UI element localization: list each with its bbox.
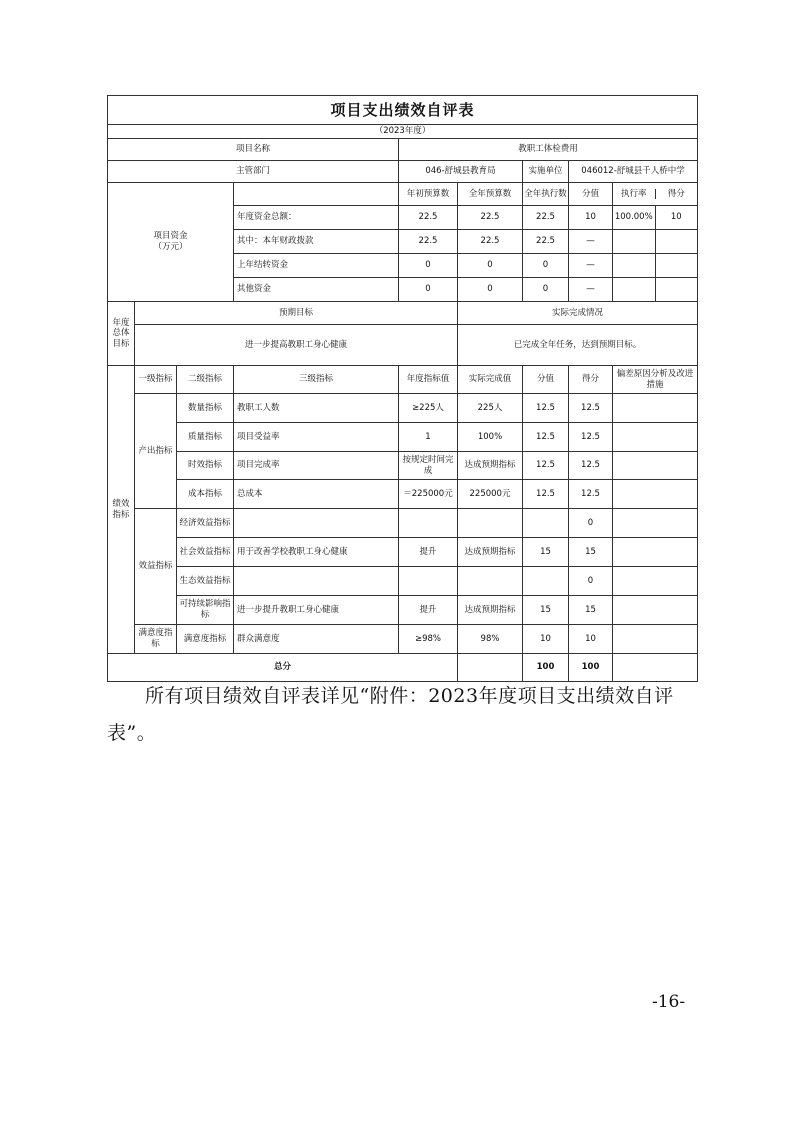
indicator-note — [613, 394, 698, 423]
satisfaction-group-label: 满意度指标 — [135, 625, 177, 654]
indicator-note — [613, 423, 698, 452]
funds-row-label: 上年结转资金 — [234, 254, 399, 278]
col-score-header: 得分 — [667, 188, 685, 199]
page-number: -16- — [652, 992, 686, 1012]
project-name-label: 项目名称 — [108, 139, 399, 161]
funds-score — [656, 230, 698, 253]
indicator-score-value: 15 — [523, 538, 569, 567]
indicator-target: ≥98% — [399, 625, 458, 654]
indicator-lvl3: 用于改善学校教职工身心健康 — [234, 538, 399, 567]
impl-unit-value: 046012-舒城县千人桥中学 — [569, 161, 698, 183]
indicator-lvl3: 进一步提升教职工身心健康 — [234, 596, 399, 625]
funds-header-blank — [234, 183, 399, 206]
indicator-lvl3: 项目完成率 — [234, 452, 399, 480]
indicator-lvl2: 可持续影响指标 — [177, 596, 234, 625]
indicator-row — [108, 567, 698, 596]
lvl2-header: 二级指标 — [177, 366, 234, 394]
actual-header: 实际完成情况 — [458, 302, 698, 325]
indicator-score-value: 12.5 — [523, 452, 569, 480]
indicator-target: 按规定时间完成 — [399, 452, 458, 480]
indicator-lvl3 — [234, 567, 399, 596]
funds-exec: 0 — [523, 278, 569, 302]
funds-initial: 22.5 — [399, 230, 458, 254]
lvl1-header: 一级指标 — [135, 366, 177, 394]
indicator-score-value: 15 — [523, 596, 569, 625]
indicator-score: 0 — [569, 509, 613, 538]
indicator-note — [613, 509, 698, 538]
indicator-lvl3 — [234, 509, 399, 538]
total-label: 总分 — [108, 654, 458, 682]
indicator-note — [613, 538, 698, 567]
performance-table-container — [107, 95, 697, 682]
table-title: 项目支出绩效自评表 — [108, 96, 698, 125]
indicator-target — [399, 509, 458, 538]
funds-exec-rate — [613, 230, 656, 253]
col-annual-header: 全年预算数 — [458, 183, 523, 206]
goal-label: 年度 总体 目标 — [108, 302, 135, 366]
expected-goal-value: 进一步提高教职工身心健康 — [135, 325, 458, 366]
indicator-actual: 225人 — [458, 394, 523, 423]
funds-rate-score-cell — [613, 278, 698, 302]
indicator-lvl3: 项目受益率 — [234, 423, 399, 452]
actual-value-header: 实际完成值 — [458, 366, 523, 394]
funds-initial: 22.5 — [399, 206, 458, 230]
body-paragraph: 所有项目绩效自评表详见“附件：2023年度项目支出绩效自评表”。 — [107, 685, 674, 744]
indicator-lvl2: 社会效益指标 — [177, 538, 234, 567]
indicator-actual: 98% — [458, 625, 523, 654]
indicator-lvl2: 数量指标 — [177, 394, 234, 423]
score-value-header: 分值 — [523, 366, 569, 394]
indicator-target — [399, 567, 458, 596]
effect-group-label: 效益指标 — [135, 509, 177, 625]
perf-label: 绩效 指标 — [108, 366, 135, 654]
indicator-actual: 达成预期指标 — [458, 538, 523, 567]
indicator-lvl2: 时效指标 — [177, 452, 234, 480]
indicator-score: 12.5 — [569, 480, 613, 509]
col-initial-header: 年初预算数 — [399, 183, 458, 206]
funds-row-label: 其他资金 — [234, 278, 399, 302]
indicator-row — [108, 625, 698, 654]
funds-exec: 0 — [523, 254, 569, 278]
indicator-row — [108, 538, 698, 567]
department-label: 主管部门 — [108, 161, 399, 183]
indicator-lvl3: 教职工人数 — [234, 394, 399, 423]
indicator-lvl2: 经济效益指标 — [177, 509, 234, 538]
funds-score — [656, 278, 698, 301]
indicator-actual: 100% — [458, 423, 523, 452]
indicator-score: 10 — [569, 625, 613, 654]
indicator-lvl2: 质量指标 — [177, 423, 234, 452]
output-group-label: 产出指标 — [135, 394, 177, 509]
indicator-actual: 达成预期指标 — [458, 596, 523, 625]
funds-annual: 22.5 — [458, 230, 523, 254]
indicator-note — [613, 596, 698, 625]
indicator-lvl2: 成本指标 — [177, 480, 234, 509]
project-name-value: 教职工体检费用 — [399, 139, 698, 161]
table-year: （2023年度） — [108, 125, 698, 139]
col-exec-header: 全年执行数 — [523, 183, 569, 206]
funds-exec-rate: 100.00% — [613, 206, 656, 229]
indicator-note — [613, 480, 698, 509]
indicator-actual: 达成预期指标 — [458, 452, 523, 480]
actual-value: 已完成全年任务，达到预期目标。 — [458, 325, 698, 366]
indicator-score-value — [523, 567, 569, 596]
funds-initial: 0 — [399, 278, 458, 302]
indicator-lvl3: 群众满意度 — [234, 625, 399, 654]
funds-score: 10 — [670, 212, 682, 223]
funds-label: 项目资金 （万元） — [108, 183, 234, 302]
deviation-header: 偏差原因分析及改进措施 — [613, 366, 698, 394]
funds-rate-score-cell — [613, 206, 698, 230]
year-target-header: 年度指标值 — [399, 366, 458, 394]
indicator-note — [613, 567, 698, 596]
indicator-row — [108, 596, 698, 625]
funds-score-value: 10 — [569, 206, 613, 230]
indicator-score-value: 12.5 — [523, 423, 569, 452]
funds-exec-rate — [613, 278, 656, 301]
funds-rate-score-cell — [613, 254, 698, 278]
indicator-score: 15 — [569, 538, 613, 567]
indicator-lvl3: 总成本 — [234, 480, 399, 509]
funds-score-value: — — [569, 254, 613, 278]
indicator-score: 12.5 — [569, 423, 613, 452]
total-score-value: 100 — [523, 654, 569, 682]
col-exec-rate-header: 执行率 — [613, 189, 656, 200]
indicator-actual — [458, 567, 523, 596]
funds-annual: 0 — [458, 254, 523, 278]
funds-row-label: 年度资金总额： — [234, 206, 399, 230]
indicator-target: 提升 — [399, 538, 458, 567]
indicator-lvl2: 生态效益指标 — [177, 567, 234, 596]
funds-exec: 22.5 — [523, 230, 569, 254]
total-score: 100 — [569, 654, 613, 682]
funds-rate-score-cell — [613, 230, 698, 254]
indicator-note — [613, 452, 698, 480]
indicator-score-value — [523, 509, 569, 538]
indicator-row — [108, 394, 698, 423]
indicator-lvl2: 满意度指标 — [177, 625, 234, 654]
indicator-row — [108, 509, 698, 538]
funds-annual: 0 — [458, 278, 523, 302]
funds-score-value: — — [569, 230, 613, 254]
department-value: 046-舒城县教育局 — [399, 161, 523, 183]
funds-initial: 0 — [399, 254, 458, 278]
col-exec-rate-score-header — [613, 183, 698, 206]
indicator-row — [108, 480, 698, 509]
funds-exec-rate — [613, 254, 656, 277]
expected-goal-header: 预期目标 — [135, 302, 458, 325]
indicator-score-value: 10 — [523, 625, 569, 654]
indicator-target: ＝225000元 — [399, 480, 458, 509]
indicator-score: 15 — [569, 596, 613, 625]
indicator-score: 12.5 — [569, 452, 613, 480]
indicator-score: 0 — [569, 567, 613, 596]
performance-self-evaluation-table — [107, 95, 698, 682]
indicator-note — [613, 625, 698, 654]
indicator-row — [108, 423, 698, 452]
funds-score-value: — — [569, 278, 613, 302]
indicator-score-value: 12.5 — [523, 480, 569, 509]
funds-score — [656, 254, 698, 277]
score-header: 得分 — [569, 366, 613, 394]
indicator-score: 12.5 — [569, 394, 613, 423]
indicator-actual: 225000元 — [458, 480, 523, 509]
indicator-target: 1 — [399, 423, 458, 452]
indicator-target: 提升 — [399, 596, 458, 625]
indicator-row — [108, 452, 698, 480]
col-score-value-header: 分值 — [569, 183, 613, 206]
indicator-target: ≥225人 — [399, 394, 458, 423]
funds-exec: 22.5 — [523, 206, 569, 230]
lvl3-header: 三级指标 — [234, 366, 399, 394]
funds-row-label: 其中：本年财政拨款 — [234, 230, 399, 254]
funds-annual: 22.5 — [458, 206, 523, 230]
indicator-score-value: 12.5 — [523, 394, 569, 423]
impl-unit-label: 实施单位 — [523, 161, 569, 183]
indicator-actual — [458, 509, 523, 538]
